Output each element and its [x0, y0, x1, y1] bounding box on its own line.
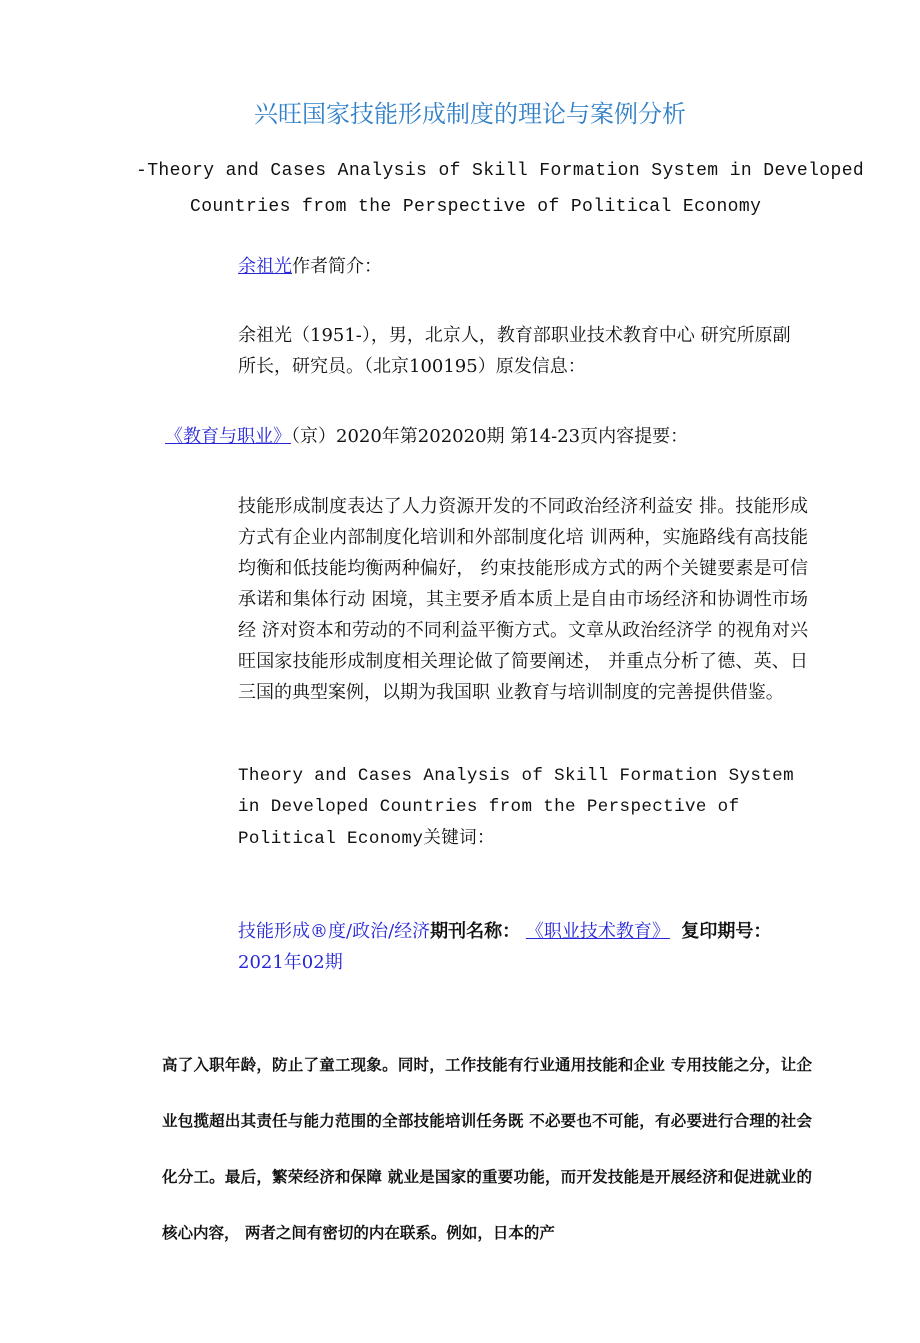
- keywords-label: 关键词：: [423, 828, 495, 848]
- keywords-block: [238, 916, 788, 978]
- english-subtitle-line2: Countries from the Perspective of Political Economy: [190, 197, 762, 217]
- journal-name-label: 期刊名称：: [430, 921, 521, 942]
- journal-link[interactable]: 《教育与职业》: [165, 426, 291, 447]
- author-link[interactable]: 余祖光: [238, 256, 292, 277]
- author-label: 作者简介：: [292, 256, 382, 277]
- journal-name-link[interactable]: 《职业技术教育》: [525, 921, 670, 942]
- document-title: 兴旺国家技能形成制度的理论与案例分析: [254, 100, 686, 128]
- author-bio: 余祖光（1951-），男，北京人，教育部职业技术教育中心 研究所原副所长，研究员。（北京100195）原发信息：: [238, 325, 791, 377]
- source-line: [165, 421, 688, 452]
- author-line: [238, 251, 382, 282]
- keywords: 技能形成®度/政治/经济: [238, 921, 431, 942]
- journal-info: （京）2020年第202020期 第14-23页内容提要：: [291, 426, 689, 447]
- english-subtitle-line1: -Theory and Cases Analysis of Skill Formation System in Developed: [136, 161, 865, 181]
- abstract: 技能形成制度表达了人力资源开发的不同政治经济利益安 排。技能形成方式有企业内部制度化培训和外部制度化培 训两种，实施路线有高技能均衡和低技能均衡两种偏好， 约束技能形成方式的两个关键要素是可信承诺和集体行动 困境，其主要矛盾本质上是自由市场经济和协调性市场经 济对资本和劳动的不同利益平衡方式。文章从政治经济学 的视角对兴旺国家技能形成制度相关理论做了简要阐述， 并重点分析了德、英、日三国的典型案例，以期为我国职 业教育与培训制度的完善提供借鉴。: [238, 496, 808, 703]
- body-paragraph: 高了入职年龄，防止了童工现象。同时，工作技能有行业通用技能和企业 专用技能之分，让企业包揽超出其责任与能力范围的全部技能培训任务既 不必要也不可能，有必要进行合理的社会化分工。最后，繁荣经济和保障 就业是国家的重要功能，而开发技能是开展经济和促进就业的核心内容， 两者之间有密切的内在联系。例如，日本的产: [162, 1056, 812, 1242]
- reprint-label: 复印期号：: [681, 921, 772, 942]
- english-abstract: [238, 761, 798, 855]
- reprint-value: 2021年02期: [238, 952, 343, 973]
- english-abstract-text: Theory and Cases Analysis of Skill Formation System in Developed Countries from the Perspective of Political Economy: [238, 766, 794, 849]
